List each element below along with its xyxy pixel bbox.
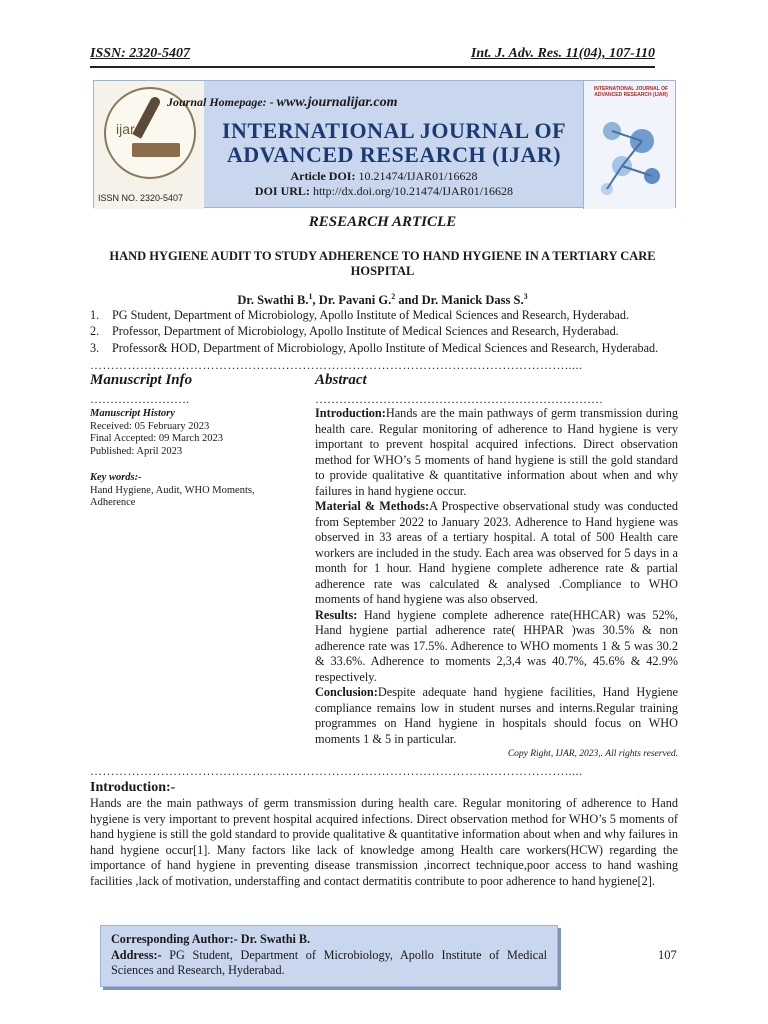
journal-title	[204, 119, 584, 167]
author-list	[90, 292, 675, 308]
author-2: Dr. Pavani G.	[318, 293, 392, 308]
abstract-results-label: Results:	[315, 607, 358, 622]
affiliation-number: 1.	[90, 308, 100, 322]
abstract-conclusion-label: Conclusion:	[315, 685, 378, 699]
doi-block	[234, 169, 534, 199]
header-rule	[90, 66, 655, 68]
doi-label: Article DOI:	[290, 169, 356, 183]
abstract-intro-text: Hands are the main pathways of germ transmission during health care. Regular monitoring of adherence to Hand hygiene is very important to prevent hospital acquired infections. Direct observation method for WHO’s 5 moments of hand hygiene is still the gold standard to provide qualitative & quantitative information about when and why failures in hand hygiene occur.	[315, 406, 678, 498]
abstract-body	[315, 406, 678, 747]
citation-text: Int. J. Adv. Res. 11(04), 107-110	[470, 46, 655, 61]
book-icon	[132, 143, 180, 157]
doi-url-label: DOI URL:	[254, 184, 310, 198]
journal-title-line-2: ADVANCED RESEARCH (IJAR)	[226, 142, 562, 167]
affiliation-text: Professor, Department of Microbiology, Apollo Institute of Medical Sciences and Research, Hyderabad.	[112, 324, 619, 339]
keywords-label: Key words:-	[90, 472, 142, 483]
affiliation-list	[90, 307, 690, 356]
running-header	[90, 46, 655, 62]
abstract-conclusion	[315, 685, 678, 747]
affiliation-number: 2.	[90, 324, 100, 339]
homepage-link[interactable]: www.journalijar.com	[276, 95, 398, 110]
abstract-methods	[315, 499, 678, 608]
journal-title-line-1: INTERNATIONAL JOURNAL OF	[221, 118, 567, 143]
abstract-methods-label: Material & Methods:	[315, 499, 430, 513]
manuscript-info-heading: Manuscript Info	[90, 372, 193, 388]
author-separator: and	[395, 293, 422, 308]
affiliation-text: PG Student, Department of Microbiology, Apollo Institute of Medical Sciences and Research, Hyderabad.	[112, 308, 630, 322]
received-date: Received: 05 February 2023	[90, 420, 210, 432]
journal-banner	[93, 80, 676, 208]
author-separator: ,	[312, 293, 319, 308]
abstract-results	[315, 608, 678, 686]
affiliation-item	[90, 307, 690, 323]
affiliation-number: 3.	[90, 340, 100, 355]
cover-title: INTERNATIONAL JOURNAL OF ADVANCED RESEARCH (IJAR)	[593, 86, 669, 98]
journal-cover-thumbnail	[583, 81, 675, 209]
abstract-intro-label: Introduction:	[315, 406, 386, 420]
affiliation-item	[90, 323, 690, 339]
article-title: HAND HYGIENE AUDIT TO STUDY ADHERENCE TO HAND HYGIENE IN A TERTIARY CARE HOSPITAL	[109, 249, 656, 278]
published-date: Published: April 2023	[90, 445, 183, 457]
introduction-text: Hands are the main pathways of germ transmission during health care. Regular monitoring of adherence to Hand hygiene is very important to prevent hospital acquired infections. Direct observation method for WHO’s 5 moments of hand hygiene is still the gold standard to provide qualitative & quantitative information about when and why failures in hand hygiene occur[1]. Many factors like lack of knowledge among Health care workers(HCW) regarding the importance of hand hygiene in preventing disease transmission ,incorrect technique,poor access to hand washing facilities ,lack of motivation, understaffing and contact dermatitis contribute to poor adherence to hand hygiene[2].	[90, 796, 678, 888]
author-1: Dr. Swathi B.	[237, 293, 309, 308]
abstract-introduction	[315, 406, 678, 499]
corresponding-author-box	[100, 925, 558, 987]
corresponding-address	[111, 948, 547, 979]
author-3: Dr. Manick Dass S.	[421, 293, 524, 308]
dotted-separator: …………………………………………………………………………………………………….....	[90, 764, 583, 778]
abstract-conclusion-text: Despite adequate hand hygiene facilities, Hand Hygiene compliance remains low in student nurses and interns.Regular training programmes on Hand hygiene in hospitals should focus on WHO moments 1 & 5 in particular.	[315, 685, 678, 746]
affiliation-item	[90, 340, 690, 356]
logo-issn: ISSN NO. 2320-5407	[98, 193, 184, 203]
manuscript-info	[90, 408, 290, 510]
abstract-results-text: Hand hygiene complete adherence rate(HHCAR) was 52%, Hand hygiene partial adherence rate( HHPAR )was 30.5% & non adherence rate was 17.5%. Adherence to WHO moments 1 & 5 was 30.2 & 33.6%. Adherence to moments 2,3,4 was 40.7%, 45.6% & 42.9% respectively.	[315, 607, 678, 684]
history-label: Manuscript History	[90, 408, 175, 419]
logo-text: ijar	[116, 121, 135, 137]
keywords-text: Hand Hygiene, Audit, WHO Moments, Adherence	[90, 484, 255, 508]
page-number: 107	[658, 948, 677, 962]
address-label: Address:-	[111, 947, 162, 962]
author-3-sup: 3	[523, 292, 528, 301]
introduction-heading: Introduction:-	[90, 780, 176, 795]
accepted-date: Final Accepted: 09 March 2023	[90, 433, 223, 444]
abstract-dots: ………………………………………………………………	[315, 392, 603, 406]
doi-value: 10.21474/IJAR01/16628	[358, 169, 478, 183]
abstract-methods-text: A Prospective observational study was conducted from September 2022 to January 2023. Adherence to Hand hygiene was observed in 33 areas of a tertiary hospital. A total of 500 Health care workers are included in the study. Each area was observed for 5 days in a month for 1 hour. Hand hygiene complete adherence rate & partial adherence rate was calculated & analysed .Compliance to WHO moments of hand hygiene was also observed.	[315, 499, 678, 606]
abstract-heading: Abstract	[315, 372, 367, 388]
journal-homepage	[167, 95, 398, 111]
copyright-notice: Copy Right, IJAR, 2023,. All rights reserved.	[507, 749, 678, 759]
molecule-image	[592, 111, 670, 201]
article-type: RESEARCH ARTICLE	[308, 214, 457, 230]
manuscript-dots: …………………….	[90, 392, 189, 406]
homepage-label: Journal Homepage: -	[167, 95, 274, 109]
author-1-sup: 1	[308, 292, 313, 301]
dotted-separator: …………………………………………………………………………………………………….....	[90, 358, 583, 372]
doi-url-link[interactable]: http://dx.doi.org/10.21474/IJAR01/16628	[312, 184, 514, 198]
issn-text: ISSN: 2320-5407	[90, 46, 190, 61]
affiliation-text: Professor& HOD, Department of Microbiology, Apollo Institute of Medical Sciences and Research, Hyderabad.	[112, 340, 659, 355]
author-2-sup: 2	[391, 292, 396, 301]
address-text: PG Student, Department of Microbiology, Apollo Institute of Medical Sciences and Research, Hyderabad.	[111, 947, 547, 977]
corresponding-author-label: Corresponding Author:- Dr. Swathi B.	[111, 932, 311, 946]
